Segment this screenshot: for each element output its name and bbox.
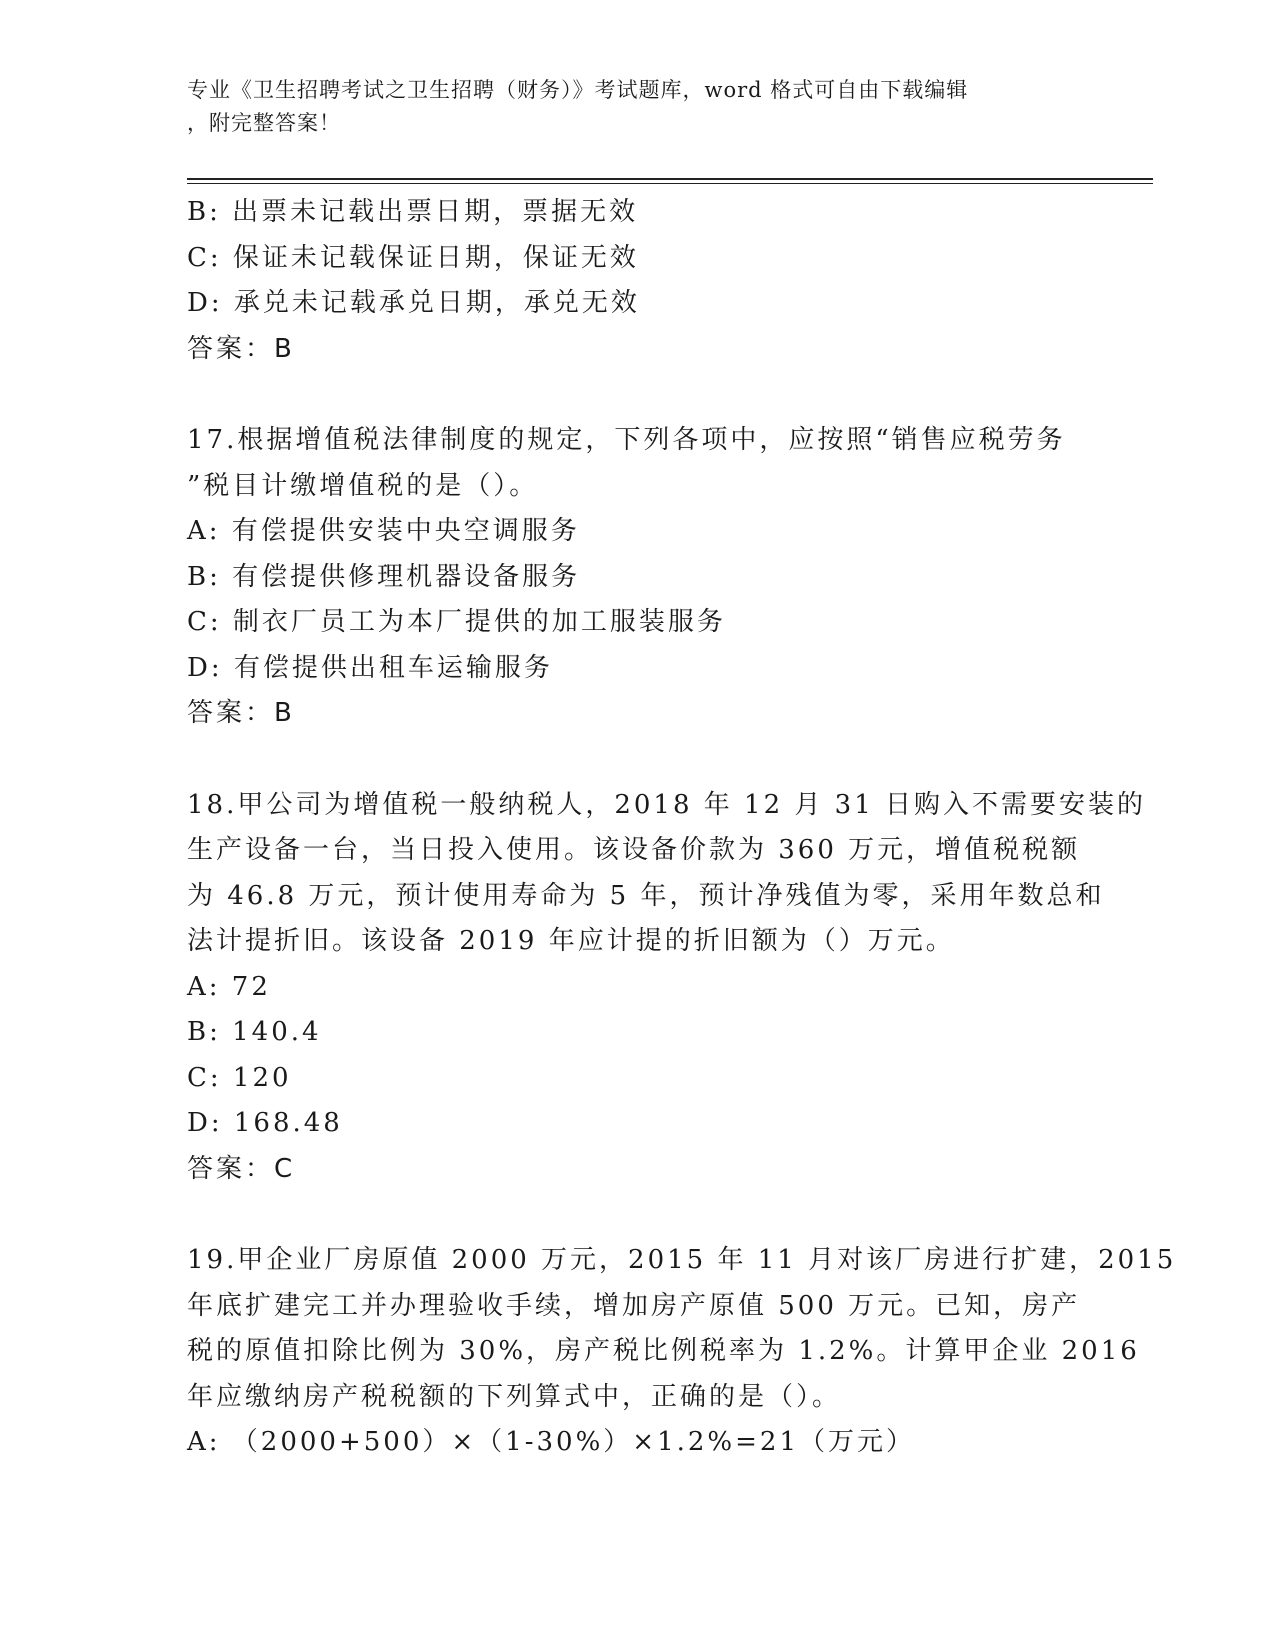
header-rule-thick	[187, 178, 1153, 180]
option-a: A: 72	[187, 971, 271, 1002]
header-rule-thin	[187, 183, 1153, 184]
question-text-line: 17.根据增值税法律制度的规定，下列各项中，应按照“销售应税劳务	[187, 425, 1066, 455]
answer-line: 答案：C	[187, 1153, 296, 1184]
question-17-block	[187, 418, 1087, 737]
question-text-line: 法计提折旧。该设备 2019 年应计提的折旧额为（）万元。	[187, 926, 955, 956]
spacer	[187, 372, 1087, 418]
question-text-line: 18.甲公司为增值税一般纳税人，2018 年 12 月 31 日购入不需要安装的	[187, 789, 1147, 820]
question-text-line: ”税目计缴增值税的是（）。	[187, 470, 539, 501]
header-line-2: ，附完整答案！	[187, 111, 341, 135]
document-header	[187, 74, 1087, 140]
option-b: B: 140.4	[187, 1017, 322, 1047]
question-16-block	[187, 190, 1087, 372]
question-text-line: 19.甲企业厂房原值 2000 万元，2015 年 11 月对该厂房进行扩建，2015	[187, 1245, 1177, 1275]
question-text-line: 生产设备一台，当日投入使用。该设备价款为 360 万元，增值税税额	[187, 835, 1081, 865]
option-a: A: 有偿提供安装中央空调服务	[187, 516, 580, 546]
question-text-line: 税的原值扣除比例为 30%，房产税比例税率为 1.2%。计算甲企业 2016	[187, 1336, 1140, 1366]
option-d: D: 有偿提供出租车运输服务	[187, 652, 553, 683]
header-line-1: 专业《卫生招聘考试之卫生招聘（财务）》考试题库，word 格式可自由下载编辑	[187, 78, 969, 102]
spacer	[187, 1192, 1087, 1238]
question-text-line: 为 46.8 万元，预计使用寿命为 5 年，预计净残值为零，采用年数总和	[187, 880, 1105, 911]
option-b: B: 有偿提供修理机器设备服务	[187, 561, 581, 592]
option-c: C: 保证未记载保证日期，保证无效	[187, 242, 639, 273]
option-c: C: 120	[187, 1062, 292, 1093]
question-18-block	[187, 783, 1147, 1193]
answer-line: 答案：B	[187, 698, 295, 728]
spacer	[187, 737, 1087, 783]
option-c: C: 制衣厂员工为本厂提供的加工服装服务	[187, 607, 726, 637]
question-19-block	[187, 1238, 1177, 1466]
answer-line: 答案：B	[187, 333, 295, 364]
option-d: D: 168.48	[187, 1108, 343, 1138]
option-a: A: （2000+500）×（1-30%）×1.2%=21（万元）	[187, 1427, 915, 1457]
option-b: B: 出票未记载出票日期，票据无效	[187, 197, 639, 227]
question-text-line: 年底扩建完工并办理验收手续，增加房产原值 500 万元。已知，房产	[187, 1290, 1081, 1321]
question-list	[187, 190, 1177, 1466]
question-text-line: 年应缴纳房产税税额的下列算式中，正确的是（）。	[187, 1381, 842, 1412]
option-d: D: 承兑未记载承兑日期，承兑无效	[187, 288, 640, 318]
